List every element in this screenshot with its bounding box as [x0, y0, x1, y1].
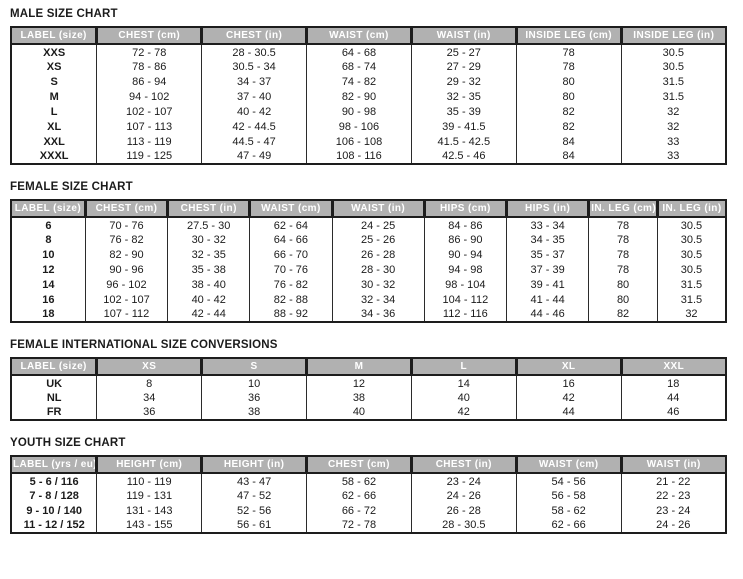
size-value-cell: 76 - 82 — [85, 232, 167, 247]
youth-size-chart-table — [10, 455, 727, 534]
size-value-cell: 42 — [411, 405, 516, 420]
size-value-cell: 36 — [97, 405, 202, 420]
size-value-cell: 41 - 44 — [506, 292, 588, 307]
size-value-cell: 39 - 41.5 — [411, 119, 516, 134]
column-header: CHEST (cm) — [97, 27, 202, 44]
column-header: HIPS (in) — [506, 200, 588, 217]
column-header: CHEST (in) — [411, 456, 516, 473]
size-value-cell: 70 - 76 — [250, 262, 332, 277]
size-value-cell: 62 - 66 — [516, 518, 621, 533]
table-row — [11, 503, 726, 518]
table-row — [11, 149, 726, 164]
size-value-cell: 96 - 102 — [85, 277, 167, 292]
size-value-cell: 64 - 66 — [250, 232, 332, 247]
size-value-cell: 113 - 119 — [97, 134, 202, 149]
size-value-cell: 62 - 64 — [250, 217, 332, 232]
size-value-cell: 44 - 46 — [506, 307, 588, 322]
size-value-cell: 34 - 36 — [332, 307, 424, 322]
row-label-cell: XL — [47, 120, 62, 133]
size-value-cell: 8 — [97, 375, 202, 390]
size-value-cell: 72 - 78 — [97, 44, 202, 59]
table-row — [11, 390, 726, 405]
size-value-cell: 108 - 116 — [307, 149, 412, 164]
table-row — [11, 247, 726, 262]
table-row — [11, 217, 726, 232]
size-value-cell: 29 - 32 — [411, 74, 516, 89]
size-value-cell: 107 - 113 — [97, 119, 202, 134]
youth-size-chart-body — [11, 473, 726, 533]
size-value-cell: 66 - 70 — [250, 247, 332, 262]
size-value-cell: 24 - 26 — [411, 488, 516, 503]
table-row — [11, 44, 726, 59]
column-header: WAIST (cm) — [516, 456, 621, 473]
row-label-cell: 11 - 12 / 152 — [23, 519, 85, 531]
size-value-cell: 74 - 82 — [307, 74, 412, 89]
row-label-cell: S — [50, 75, 58, 88]
row-label-cell: 16 — [42, 293, 55, 306]
column-header: L — [411, 358, 516, 375]
size-value-cell: 38 — [202, 405, 307, 420]
size-value-cell: 106 - 108 — [307, 134, 412, 149]
size-value-cell: 32 — [621, 119, 726, 134]
size-value-cell: 30 - 32 — [332, 277, 424, 292]
size-value-cell: 30.5 — [621, 59, 726, 74]
column-header: M — [307, 358, 412, 375]
female-international-conversions-header-row — [11, 358, 726, 375]
size-value-cell: 76 - 82 — [250, 277, 332, 292]
size-value-cell: 47 - 49 — [202, 149, 307, 164]
size-value-cell: 78 — [589, 217, 658, 232]
size-value-cell: 22 - 23 — [621, 488, 726, 503]
size-value-cell: 78 — [516, 59, 621, 74]
size-value-cell: 32 - 35 — [168, 247, 250, 262]
size-value-cell: 44 — [516, 405, 621, 420]
size-value-cell: 30 - 32 — [168, 232, 250, 247]
row-label-cell: L — [50, 105, 58, 118]
youth-size-chart-header-row — [11, 456, 726, 473]
size-value-cell: 12 — [307, 375, 412, 390]
male-size-chart-header-row — [11, 27, 726, 44]
size-value-cell: 44 — [621, 390, 726, 405]
size-value-cell: 34 — [97, 390, 202, 405]
size-value-cell: 84 - 86 — [424, 217, 506, 232]
size-value-cell: 84 — [516, 134, 621, 149]
column-header: LABEL (size) — [11, 200, 85, 217]
male-size-chart-table — [10, 26, 727, 165]
table-row — [11, 488, 726, 503]
size-value-cell: 37 - 40 — [202, 89, 307, 104]
size-value-cell: 10 — [202, 375, 307, 390]
size-value-cell: 52 - 56 — [202, 503, 307, 518]
column-header: WAIST (cm) — [250, 200, 332, 217]
table-row — [11, 232, 726, 247]
size-value-cell: 30.5 - 34 — [202, 59, 307, 74]
table-row — [11, 292, 726, 307]
size-value-cell: 32 - 34 — [332, 292, 424, 307]
row-label-cell: XXS — [43, 47, 66, 59]
size-value-cell: 42 - 44 — [168, 307, 250, 322]
size-value-cell: 14 — [411, 375, 516, 390]
row-label-cell: 6 — [45, 220, 52, 232]
size-value-cell: 27 - 29 — [411, 59, 516, 74]
size-value-cell: 38 — [307, 390, 412, 405]
size-value-cell: 18 — [621, 375, 726, 390]
column-header: XL — [516, 358, 621, 375]
size-value-cell: 23 - 24 — [621, 503, 726, 518]
row-label-cell: UK — [46, 378, 63, 390]
table-row — [11, 405, 726, 420]
female-size-chart-header-row — [11, 200, 726, 217]
female-size-chart-body — [11, 217, 726, 322]
size-value-cell: 42.5 - 46 — [411, 149, 516, 164]
size-value-cell: 62 - 66 — [307, 488, 412, 503]
column-header: HEIGHT (in) — [202, 456, 307, 473]
size-value-cell: 34 - 37 — [202, 74, 307, 89]
size-value-cell: 39 - 41 — [506, 277, 588, 292]
size-value-cell: 34 - 35 — [506, 232, 588, 247]
size-value-cell: 40 — [411, 390, 516, 405]
column-header: IN. LEG (in) — [657, 200, 726, 217]
female-size-chart-table — [10, 199, 727, 323]
table-row — [11, 134, 726, 149]
size-value-cell: 66 - 72 — [307, 503, 412, 518]
size-value-cell: 110 - 119 — [97, 473, 202, 488]
size-value-cell: 44.5 - 47 — [202, 134, 307, 149]
size-value-cell: 112 - 116 — [424, 307, 506, 322]
size-value-cell: 119 - 131 — [97, 488, 202, 503]
row-label-cell: 8 — [45, 233, 52, 246]
row-label-cell: 7 - 8 / 128 — [29, 489, 79, 502]
size-value-cell: 35 - 37 — [506, 247, 588, 262]
row-label-cell: XS — [46, 60, 62, 73]
size-value-cell: 82 — [516, 119, 621, 134]
female-size-chart-section — [10, 181, 727, 323]
size-value-cell: 30.5 — [657, 262, 726, 277]
size-value-cell: 41.5 - 42.5 — [411, 134, 516, 149]
size-value-cell: 25 - 27 — [411, 44, 516, 59]
row-label-cell: XXXL — [39, 150, 69, 162]
column-header: WAIST (in) — [332, 200, 424, 217]
column-header: IN. LEG (cm) — [589, 200, 658, 217]
column-header: LABEL (yrs / eu) — [11, 456, 97, 473]
youth-size-chart-title: YOUTH SIZE CHART — [10, 437, 126, 449]
youth-size-chart-section — [10, 437, 727, 534]
row-label-cell: 18 — [42, 308, 55, 320]
size-value-cell: 23 - 24 — [411, 473, 516, 488]
size-value-cell: 30.5 — [657, 232, 726, 247]
size-value-cell: 35 - 38 — [168, 262, 250, 277]
column-header: WAIST (cm) — [307, 27, 412, 44]
size-value-cell: 82 — [589, 307, 658, 322]
size-value-cell: 24 - 26 — [621, 518, 726, 533]
male-size-chart-section — [10, 8, 727, 165]
size-value-cell: 107 - 112 — [85, 307, 167, 322]
column-header: CHEST (cm) — [307, 456, 412, 473]
size-value-cell: 80 — [589, 277, 658, 292]
size-value-cell: 80 — [516, 74, 621, 89]
size-value-cell: 33 — [621, 149, 726, 164]
column-header: WAIST (in) — [621, 456, 726, 473]
size-value-cell: 42 - 44.5 — [202, 119, 307, 134]
column-header: CHEST (in) — [168, 200, 250, 217]
column-header: HIPS (cm) — [424, 200, 506, 217]
size-value-cell: 28 - 30 — [332, 262, 424, 277]
column-header: WAIST (in) — [411, 27, 516, 44]
table-row — [11, 473, 726, 488]
size-value-cell: 31.5 — [657, 292, 726, 307]
size-value-cell: 28 - 30.5 — [411, 518, 516, 533]
table-row — [11, 74, 726, 89]
size-value-cell: 31.5 — [657, 277, 726, 292]
size-value-cell: 102 - 107 — [97, 104, 202, 119]
female-international-conversions-body — [11, 375, 726, 420]
size-value-cell: 36 — [202, 390, 307, 405]
size-value-cell: 32 — [657, 307, 726, 322]
size-value-cell: 33 — [621, 134, 726, 149]
row-label-cell: 9 - 10 / 140 — [26, 504, 82, 517]
size-value-cell: 56 - 58 — [516, 488, 621, 503]
size-value-cell: 30.5 — [621, 44, 726, 59]
size-value-cell: 31.5 — [621, 89, 726, 104]
size-value-cell: 119 - 125 — [97, 149, 202, 164]
row-label-cell: XXL — [43, 135, 65, 148]
size-value-cell: 40 - 42 — [168, 292, 250, 307]
size-value-cell: 32 - 35 — [411, 89, 516, 104]
row-label-cell: 10 — [42, 248, 55, 261]
size-value-cell: 26 - 28 — [332, 247, 424, 262]
size-value-cell: 78 — [589, 232, 658, 247]
size-value-cell: 131 - 143 — [97, 503, 202, 518]
size-value-cell: 32 — [621, 104, 726, 119]
row-label-cell: 5 - 6 / 116 — [29, 476, 79, 488]
column-header: XS — [97, 358, 202, 375]
table-row — [11, 277, 726, 292]
size-value-cell: 82 - 90 — [307, 89, 412, 104]
size-value-cell: 21 - 22 — [621, 473, 726, 488]
size-value-cell: 90 - 96 — [85, 262, 167, 277]
size-value-cell: 26 - 28 — [411, 503, 516, 518]
male-size-chart-body — [11, 44, 726, 164]
size-value-cell: 25 - 26 — [332, 232, 424, 247]
size-value-cell: 80 — [589, 292, 658, 307]
size-value-cell: 88 - 92 — [250, 307, 332, 322]
table-row — [11, 89, 726, 104]
size-value-cell: 37 - 39 — [506, 262, 588, 277]
column-header: INSIDE LEG (cm) — [516, 27, 621, 44]
female-size-chart-title: FEMALE SIZE CHART — [10, 181, 133, 193]
size-value-cell: 78 — [516, 44, 621, 59]
size-value-cell: 94 - 98 — [424, 262, 506, 277]
size-value-cell: 82 — [516, 104, 621, 119]
size-value-cell: 30.5 — [657, 217, 726, 232]
row-label-cell: 12 — [42, 263, 55, 276]
column-header: CHEST (cm) — [85, 200, 167, 217]
size-value-cell: 143 - 155 — [97, 518, 202, 533]
row-label-cell: NL — [46, 391, 62, 404]
female-international-conversions-section — [10, 339, 727, 421]
size-value-cell: 104 - 112 — [424, 292, 506, 307]
table-row — [11, 262, 726, 277]
size-value-cell: 78 - 86 — [97, 59, 202, 74]
size-value-cell: 43 - 47 — [202, 473, 307, 488]
table-row — [11, 518, 726, 533]
size-value-cell: 82 - 88 — [250, 292, 332, 307]
column-header: CHEST (in) — [202, 27, 307, 44]
female-international-conversions-table — [10, 357, 727, 421]
size-value-cell: 30.5 — [657, 247, 726, 262]
size-value-cell: 70 - 76 — [85, 217, 167, 232]
size-value-cell: 86 - 94 — [97, 74, 202, 89]
size-value-cell: 94 - 102 — [97, 89, 202, 104]
size-value-cell: 72 - 78 — [307, 518, 412, 533]
size-value-cell: 68 - 74 — [307, 59, 412, 74]
size-value-cell: 98 - 104 — [424, 277, 506, 292]
size-value-cell: 38 - 40 — [168, 277, 250, 292]
female-international-conversions-title: FEMALE INTERNATIONAL SIZE CONVERSIONS — [10, 339, 278, 351]
column-header: LABEL (size) — [11, 27, 97, 44]
size-value-cell: 86 - 90 — [424, 232, 506, 247]
table-row — [11, 375, 726, 390]
size-value-cell: 84 — [516, 149, 621, 164]
size-value-cell: 40 — [307, 405, 412, 420]
size-value-cell: 16 — [516, 375, 621, 390]
size-value-cell: 78 — [589, 247, 658, 262]
size-value-cell: 98 - 106 — [307, 119, 412, 134]
size-value-cell: 35 - 39 — [411, 104, 516, 119]
size-value-cell: 54 - 56 — [516, 473, 621, 488]
size-value-cell: 40 - 42 — [202, 104, 307, 119]
size-value-cell: 64 - 68 — [307, 44, 412, 59]
row-label-cell: 14 — [42, 278, 55, 291]
size-value-cell: 82 - 90 — [85, 247, 167, 262]
size-value-cell: 78 — [589, 262, 658, 277]
size-value-cell: 24 - 25 — [332, 217, 424, 232]
size-value-cell: 42 — [516, 390, 621, 405]
table-row — [11, 104, 726, 119]
size-value-cell: 33 - 34 — [506, 217, 588, 232]
male-size-chart-title: MALE SIZE CHART — [10, 8, 118, 20]
column-header: HEIGHT (cm) — [97, 456, 202, 473]
size-value-cell: 58 - 62 — [307, 473, 412, 488]
size-value-cell: 58 - 62 — [516, 503, 621, 518]
size-value-cell: 102 - 107 — [85, 292, 167, 307]
size-value-cell: 80 — [516, 89, 621, 104]
table-row — [11, 119, 726, 134]
size-value-cell: 28 - 30.5 — [202, 44, 307, 59]
size-value-cell: 47 - 52 — [202, 488, 307, 503]
size-value-cell: 31.5 — [621, 74, 726, 89]
size-value-cell: 56 - 61 — [202, 518, 307, 533]
size-value-cell: 90 - 94 — [424, 247, 506, 262]
size-value-cell: 90 - 98 — [307, 104, 412, 119]
column-header: S — [202, 358, 307, 375]
column-header: LABEL (size) — [11, 358, 97, 375]
column-header: XXL — [621, 358, 726, 375]
table-row — [11, 307, 726, 322]
row-label-cell: M — [49, 90, 59, 103]
table-row — [11, 59, 726, 74]
column-header: INSIDE LEG (in) — [621, 27, 726, 44]
size-value-cell: 27.5 - 30 — [168, 217, 250, 232]
size-value-cell: 46 — [621, 405, 726, 420]
row-label-cell: FR — [46, 406, 62, 418]
